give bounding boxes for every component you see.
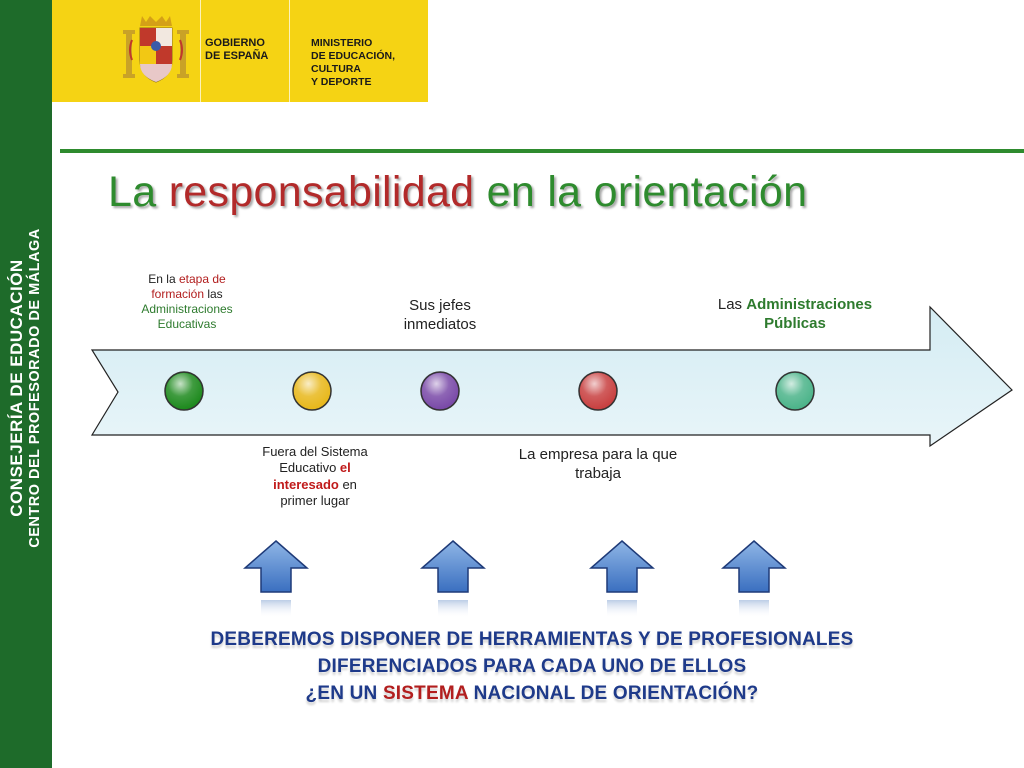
gobierno-line2: DE ESPAÑA — [205, 50, 269, 62]
up-arrow-icon — [591, 541, 653, 618]
conclusion-line2: DIFERENCIADOS PARA CADA UNO DE ELLOS — [317, 656, 747, 677]
conclusion-text — [210, 626, 854, 707]
timeline-node — [165, 372, 203, 410]
sidebar-centro: CENTRO DEL PROFESORADO DE MÁLAGA — [27, 228, 43, 548]
label-empresa: La empresa para la que trabaja — [518, 446, 678, 482]
up-arrow-icon — [245, 541, 307, 618]
up-arrow-icon — [723, 541, 785, 618]
label-admin-publicas: Las Administraciones Públicas — [717, 296, 873, 332]
up-arrow-icon — [422, 541, 484, 618]
title-part2: en la orientación — [474, 168, 808, 216]
timeline-node — [776, 372, 814, 410]
ministerio-line1: MINISTERIO — [311, 37, 373, 49]
title-part1: La — [108, 168, 169, 216]
timeline-node — [421, 372, 459, 410]
title-highlight: responsabilidad — [168, 168, 475, 216]
sidebar-consejeria: CONSEJERÍA DE EDUCACIÓN — [7, 259, 26, 517]
gobierno-line1: GOBIERNO — [205, 37, 265, 49]
timeline-node — [293, 372, 331, 410]
label-jefes: Sus jefes inmediatos — [403, 297, 477, 333]
label-formacion: En la etapa de formación las Administraciones Educativas — [141, 272, 233, 331]
conclusion-line1: DEBEREMOS DISPONER DE HERRAMIENTAS Y DE PROFESIONALES — [210, 629, 854, 650]
ministerio-line2: DE EDUCACIÓN, CULTURA — [311, 50, 396, 75]
ministerio-line3: Y DEPORTE — [311, 76, 372, 88]
conclusion-line3: ¿EN UN SISTEMA NACIONAL DE ORIENTACIÓN? — [305, 683, 759, 704]
label-fuera-sistema: Fuera del Sistema Educativo el interesado en primer lugar — [262, 444, 368, 508]
timeline-node — [579, 372, 617, 410]
